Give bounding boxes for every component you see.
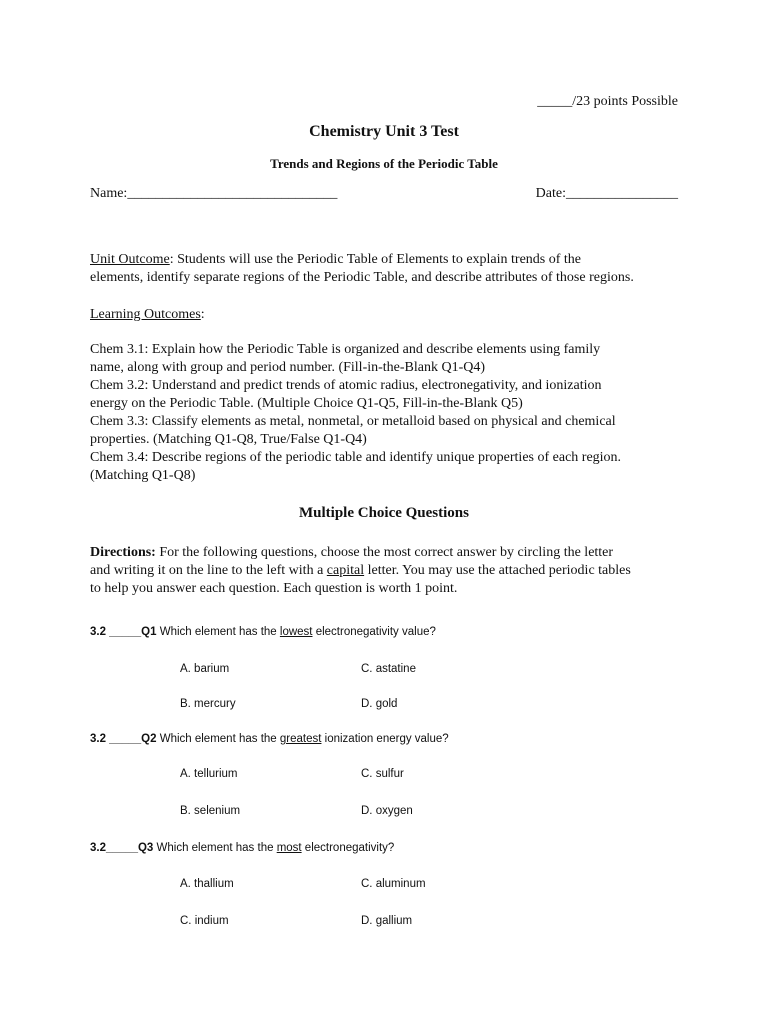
question-keyword: lowest bbox=[279, 626, 313, 638]
directions bbox=[90, 544, 690, 598]
question-3 bbox=[90, 840, 394, 856]
learning-outcomes-heading bbox=[90, 306, 690, 324]
option-d[interactable]: D. gold bbox=[361, 698, 398, 710]
directions-emphasis: capital bbox=[326, 563, 365, 578]
option-c[interactable]: C. aluminum bbox=[361, 878, 426, 890]
question-text: Which element has the bbox=[153, 842, 277, 854]
outcome-line: (Matching Q1-Q8) bbox=[90, 468, 196, 483]
outcome-line: name, along with group and period number. (Fill-in-the-Blank Q1-Q4) bbox=[90, 360, 486, 375]
option-c-2[interactable]: C. indium bbox=[180, 915, 229, 927]
outcome-line: Chem 3.2: Understand and predict trends of atomic radius, electronegativity, and ionization bbox=[90, 378, 602, 393]
answer-blank[interactable]: 3.2 _____Q2 bbox=[90, 733, 157, 745]
outcome-line: Chem 3.4: Describe regions of the periodic table and identify unique properties of each region. bbox=[90, 450, 622, 465]
outcome-line: energy on the Periodic Table. (Multiple Choice Q1-Q5, Fill-in-the-Blank Q5) bbox=[90, 396, 523, 411]
unit-outcome-text: : Students will use the Periodic Table of Elements to explain trends of the bbox=[169, 252, 582, 267]
option-a[interactable]: A. thallium bbox=[180, 878, 234, 890]
directions-text: letter. You may use the attached periodic tables bbox=[364, 563, 631, 578]
question-keyword: greatest bbox=[279, 733, 322, 745]
question-text: ionization energy value? bbox=[321, 733, 449, 745]
directions-text: to help you answer each question. Each question is worth 1 point. bbox=[90, 581, 458, 596]
option-c[interactable]: C. sulfur bbox=[361, 768, 404, 780]
directions-text: For the following questions, choose the most correct answer by circling the letter bbox=[155, 545, 614, 560]
directions-text: and writing it on the line to the left with a bbox=[90, 563, 327, 578]
section-heading: Multiple Choice Questions bbox=[298, 505, 469, 521]
directions-label: Directions: bbox=[90, 545, 156, 560]
option-d[interactable]: D. oxygen bbox=[361, 805, 413, 817]
page-title: Chemistry Unit 3 Test bbox=[309, 123, 459, 140]
answer-blank[interactable]: 3.2_____Q3 bbox=[90, 842, 154, 854]
question-2 bbox=[90, 731, 449, 747]
date-field[interactable]: Date:________________ bbox=[535, 186, 678, 201]
option-d[interactable]: D. gallium bbox=[361, 915, 413, 927]
name-field[interactable]: Name:______________________________ bbox=[90, 186, 338, 201]
learning-outcomes-label: Learning Outcomes bbox=[90, 307, 201, 322]
learning-outcomes-list bbox=[90, 341, 690, 485]
outcome-line: properties. (Matching Q1-Q8, True/False Q1-Q4) bbox=[90, 432, 367, 447]
outcome-line: Chem 3.3: Classify elements as metal, nonmetal, or metalloid based on physical and chemical bbox=[90, 414, 616, 429]
question-1 bbox=[90, 624, 436, 640]
option-b[interactable]: B. mercury bbox=[180, 698, 236, 710]
outcome-line: Chem 3.1: Explain how the Periodic Table is organized and describe elements using family bbox=[90, 342, 601, 357]
option-b[interactable]: B. selenium bbox=[180, 805, 241, 817]
answer-blank[interactable]: 3.2 _____Q1 bbox=[90, 626, 157, 638]
question-text: Which element has the bbox=[156, 733, 280, 745]
option-a[interactable]: A. tellurium bbox=[180, 768, 238, 780]
unit-outcome-label: Unit Outcome bbox=[90, 252, 170, 267]
learning-outcomes-colon: : bbox=[200, 307, 205, 322]
question-text: Which element has the bbox=[156, 626, 280, 638]
question-keyword: most bbox=[276, 842, 302, 854]
unit-outcome bbox=[90, 251, 690, 287]
question-text: electronegativity? bbox=[301, 842, 395, 854]
option-a[interactable]: A. barium bbox=[180, 663, 230, 675]
question-text: electronegativity value? bbox=[312, 626, 436, 638]
unit-outcome-text-2: elements, identify separate regions of the Periodic Table, and describe attributes of those regions. bbox=[90, 270, 634, 285]
points-possible: _____/23 points Possible bbox=[537, 94, 678, 109]
option-c[interactable]: C. astatine bbox=[361, 663, 416, 675]
page-subtitle: Trends and Regions of the Periodic Table bbox=[270, 156, 498, 171]
